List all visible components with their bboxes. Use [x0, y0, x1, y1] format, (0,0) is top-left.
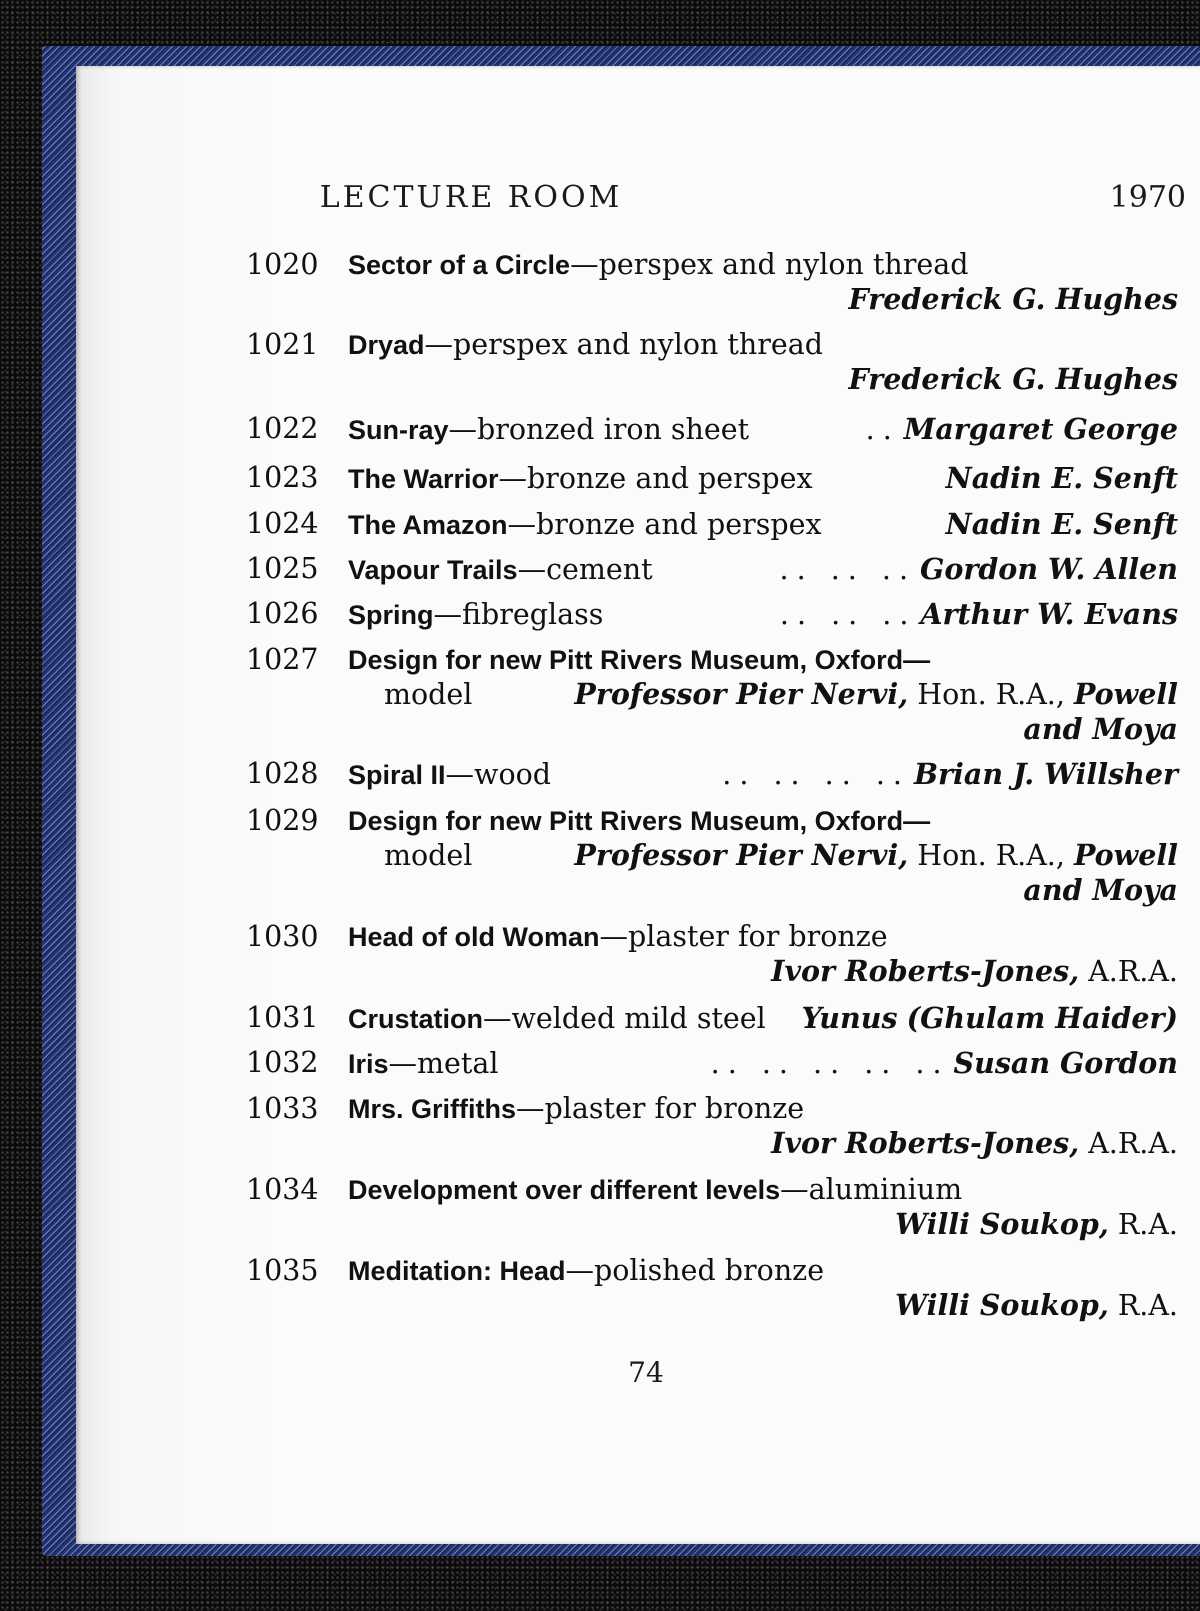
- entry-artist: Ivor Roberts-Jones,: [771, 954, 1080, 988]
- catalogue-entry: [246, 248, 1178, 317]
- entry-title: Dryad: [348, 330, 425, 360]
- entry-material: —bronze and perspex: [507, 508, 822, 541]
- page-header-year: 1970: [1109, 180, 1186, 215]
- entry-artist: Frederick G. Hughes: [848, 362, 1178, 396]
- leader-dots: ..: [865, 413, 900, 446]
- entry-material: —perspex and nylon thread: [424, 328, 823, 361]
- entry-number: 1020: [246, 248, 319, 281]
- catalogue-entry: [246, 757, 1178, 792]
- entry-title: Development over different levels: [348, 1175, 781, 1205]
- entry-material: model: [384, 839, 473, 872]
- catalogue-list: [246, 248, 1178, 1323]
- entry-artist: Gordon W. Allen: [920, 552, 1178, 586]
- entry-number: 1026: [246, 597, 319, 630]
- entry-title: Design for new Pitt Rivers Museum, Oxford—: [348, 645, 931, 675]
- entry-honour: R.A.: [1117, 1208, 1178, 1241]
- entry-artist: Brian J. Willsher: [913, 757, 1178, 791]
- entry-title: Iris: [348, 1049, 389, 1079]
- entry-material: —polished bronze: [565, 1254, 825, 1287]
- entry-title: The Amazon: [348, 510, 508, 540]
- entry-artist: Susan Gordon: [953, 1046, 1178, 1080]
- entry-artist: Ivor Roberts-Jones,: [771, 1126, 1080, 1160]
- page-number: 74: [628, 1356, 664, 1389]
- entry-number: 1022: [246, 412, 319, 445]
- entry-number: 1034: [246, 1173, 319, 1206]
- entry-number: 1029: [246, 804, 319, 837]
- entry-honour: Hon. R.A.,: [917, 678, 1065, 711]
- entry-artist: Professor Pier Nervi,: [574, 677, 909, 711]
- entry-artist: Willi Soukop,: [895, 1207, 1109, 1241]
- entry-title: Sun-ray: [348, 415, 449, 445]
- entry-artist: Professor Pier Nervi,: [574, 838, 909, 872]
- page-header-title: LECTURE ROOM: [319, 180, 623, 215]
- leader-dots: .. .. .. ..: [722, 758, 910, 791]
- entry-material: —plaster for bronze: [599, 920, 888, 953]
- entry-artist: Margaret George: [903, 412, 1178, 446]
- catalogue-entry: [246, 804, 1178, 908]
- entry-title: Mrs. Griffiths: [348, 1094, 517, 1124]
- entry-material: —perspex and nylon thread: [570, 248, 969, 281]
- entry-artist: (Ghulam Haider): [906, 1001, 1178, 1035]
- entry-number: 1025: [246, 552, 319, 585]
- entry-material: —cement: [517, 553, 653, 586]
- entry-artist: Frederick G. Hughes: [848, 282, 1178, 316]
- catalogue-entry: [246, 552, 1178, 587]
- catalogue-entry: [246, 920, 1178, 989]
- entry-number: 1030: [246, 920, 319, 953]
- entry-number: 1033: [246, 1092, 319, 1125]
- entry-number: 1021: [246, 328, 319, 361]
- entry-artist: and Moya: [1023, 873, 1178, 907]
- leader-dots: .. .. ..: [779, 553, 917, 586]
- entry-title: Head of old Woman: [348, 922, 600, 952]
- catalogue-entry: [246, 1092, 1178, 1161]
- entry-honour: A.R.A.: [1088, 1127, 1178, 1160]
- leader-dots: .. .. .. .. ..: [710, 1047, 950, 1080]
- entry-number: 1024: [246, 507, 319, 540]
- catalogue-entry: [246, 1254, 1178, 1323]
- entry-material: model: [384, 678, 473, 711]
- catalogue-entry: [246, 412, 1178, 447]
- entry-title: Design for new Pitt Rivers Museum, Oxford—: [348, 806, 931, 836]
- entry-artist: Willi Soukop,: [895, 1288, 1109, 1322]
- entry-honour: Hon. R.A.,: [917, 839, 1065, 872]
- entry-material: —aluminium: [780, 1173, 963, 1206]
- catalogue-entry: [246, 1173, 1178, 1242]
- entry-number: 1023: [246, 461, 319, 494]
- entry-material: —metal: [388, 1047, 499, 1080]
- catalogue-entry: [246, 643, 1178, 747]
- entry-artist: Yunus: [801, 1001, 898, 1035]
- book-page: [76, 66, 1200, 1544]
- entry-number: 1035: [246, 1254, 319, 1287]
- entry-material: —wood: [445, 758, 552, 791]
- entry-title: Spring: [348, 600, 434, 630]
- leader-dots: .. .. ..: [779, 598, 917, 631]
- entry-material: —plaster for bronze: [516, 1092, 805, 1125]
- entry-artist: and Moya: [1023, 712, 1178, 746]
- catalogue-entry: [246, 328, 1178, 397]
- catalogue-entry: [246, 461, 1178, 496]
- entry-artist: Powell: [1074, 677, 1178, 711]
- entry-title: Sector of a Circle: [348, 250, 571, 280]
- entry-material: —welded mild steel: [483, 1002, 766, 1035]
- catalogue-entry: [246, 507, 1178, 542]
- entry-title: Meditation: Head: [348, 1256, 566, 1286]
- entry-title: Spiral II: [348, 760, 446, 790]
- catalogue-entry: [246, 597, 1178, 632]
- entry-title: The Warrior: [348, 464, 499, 494]
- entry-title: Crustation: [348, 1004, 483, 1034]
- entry-number: 1027: [246, 643, 319, 676]
- entry-title: Vapour Trails: [348, 555, 518, 585]
- entry-artist: Nadin E. Senft: [945, 507, 1178, 541]
- entry-number: 1031: [246, 1001, 319, 1034]
- entry-number: 1032: [246, 1046, 319, 1079]
- entry-material: —bronzed iron sheet: [448, 413, 750, 446]
- catalogue-entry: [246, 1046, 1178, 1081]
- entry-number: 1028: [246, 757, 319, 790]
- entry-material: —fibreglass: [433, 598, 604, 631]
- entry-honour: R.A.: [1117, 1289, 1178, 1322]
- catalogue-entry: [246, 1001, 1178, 1036]
- entry-artist: Powell: [1074, 838, 1178, 872]
- entry-material: —bronze and perspex: [498, 462, 813, 495]
- entry-artist: Nadin E. Senft: [945, 461, 1178, 495]
- entry-honour: A.R.A.: [1088, 955, 1178, 988]
- entry-artist: Arthur W. Evans: [920, 597, 1178, 631]
